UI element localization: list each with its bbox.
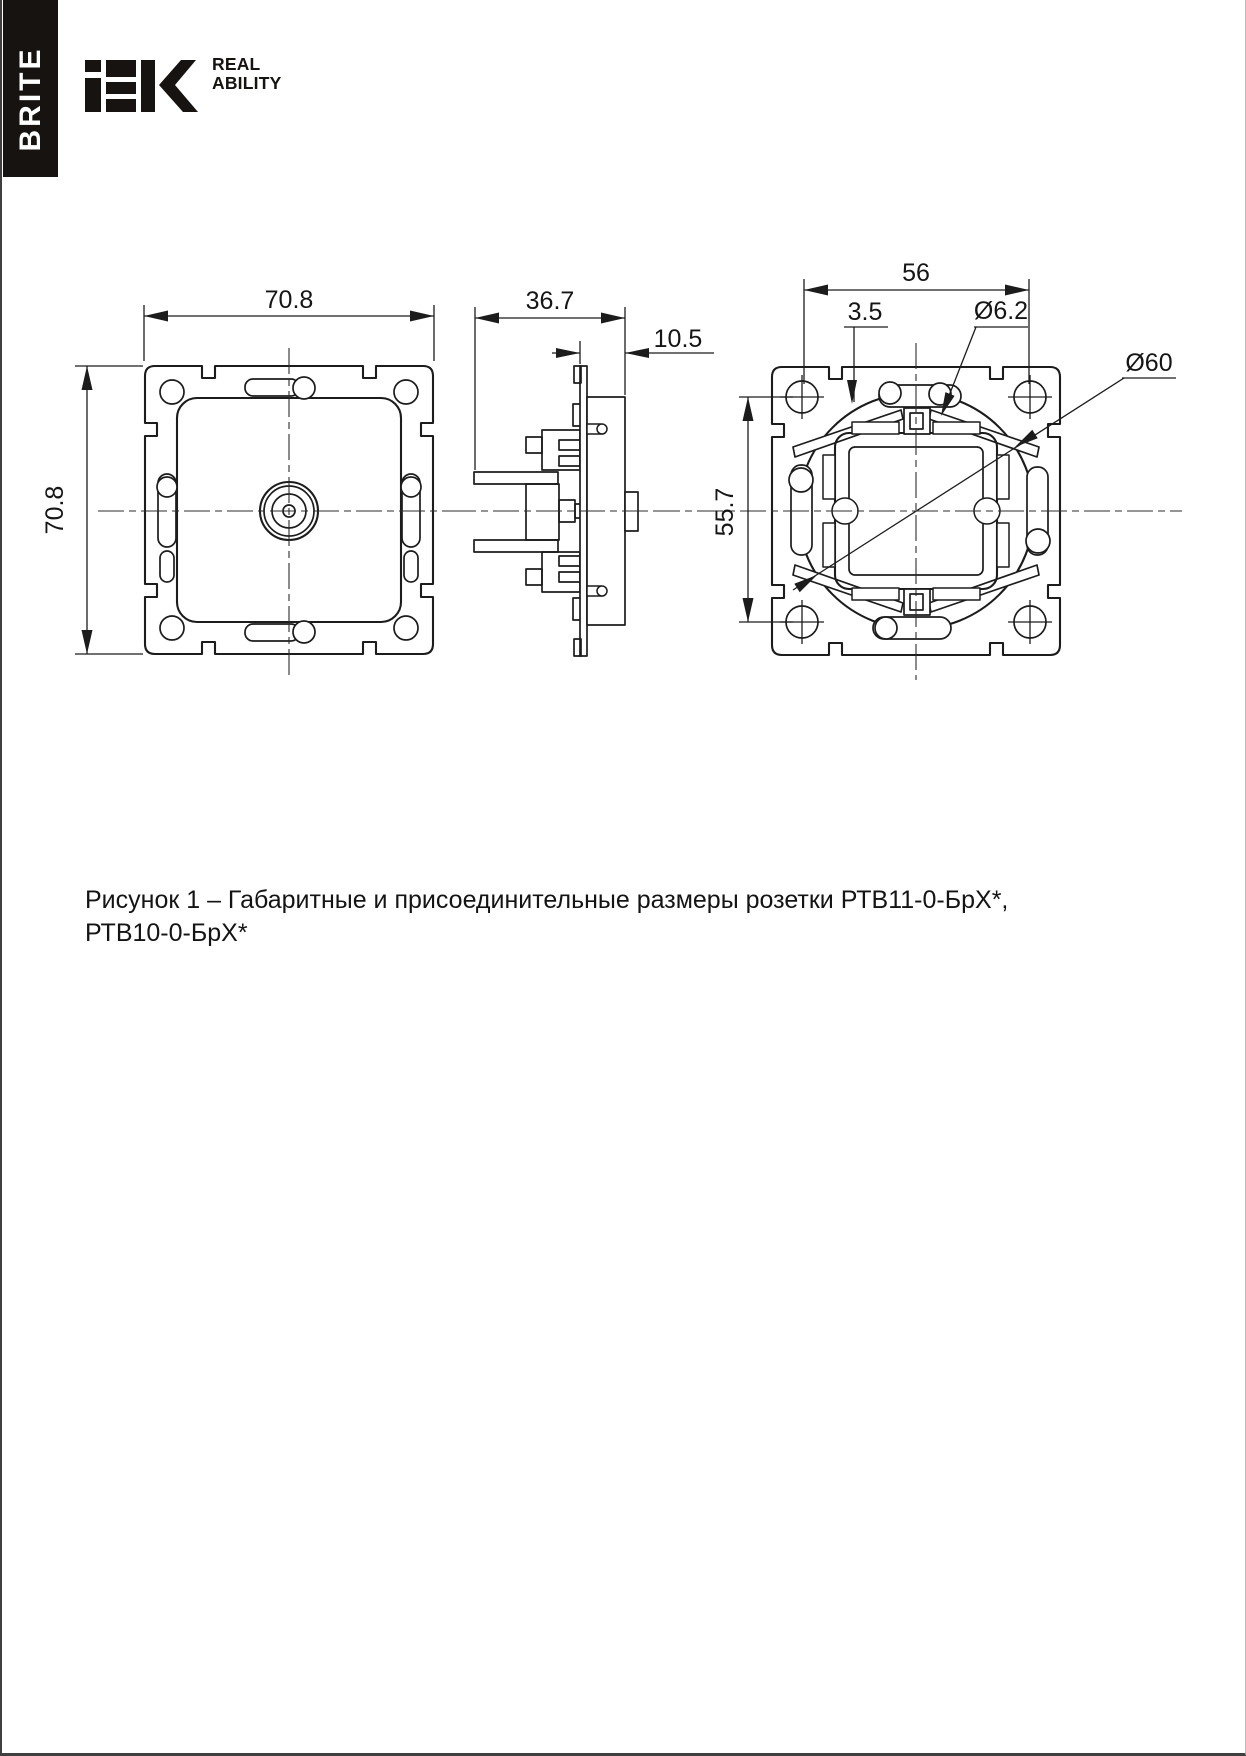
logo-tagline-line1: REAL [212, 54, 261, 74]
brite-banner-label: BRITE [13, 46, 47, 152]
dimensional-drawing [2, 0, 1246, 700]
svg-text:70.8: 70.8 [41, 485, 69, 535]
svg-text:55.7: 55.7 [711, 487, 739, 537]
side-view-drawing [450, 287, 714, 656]
dim-front-height [41, 366, 143, 654]
svg-text:Ø60: Ø60 [1125, 349, 1173, 377]
svg-text:70.8: 70.8 [264, 286, 314, 314]
dim-side-cover-depth [552, 325, 714, 364]
svg-text:10.5: 10.5 [653, 325, 703, 353]
svg-text:56: 56 [902, 259, 930, 287]
svg-text:36.7: 36.7 [525, 287, 575, 315]
iek-logo [85, 60, 198, 112]
logo-tagline-line2: ABILITY [212, 73, 282, 93]
figure-caption [85, 884, 1008, 950]
figure-caption-line1: Рисунок 1 – Габаритные и присоединительные размеры розетки РТВ11-0-БрХ*, [85, 886, 1009, 914]
front-view-drawing [41, 286, 476, 676]
svg-text:3.5: 3.5 [847, 298, 883, 326]
dim-vertical-spacing [711, 397, 793, 622]
figure-caption-line2: РТВ10-0-БрХ* [85, 919, 248, 947]
back-view-drawing [654, 259, 1182, 680]
svg-text:Ø6.2: Ø6.2 [973, 297, 1029, 325]
